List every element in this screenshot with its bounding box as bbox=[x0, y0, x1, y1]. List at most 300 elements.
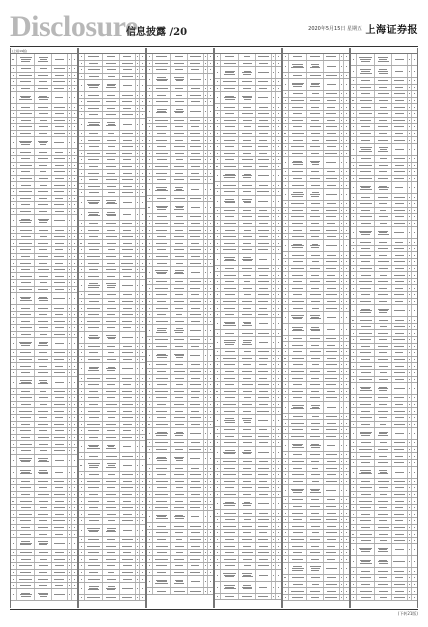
text-placeholder bbox=[225, 216, 234, 217]
table-cell bbox=[324, 118, 340, 124]
text-placeholder bbox=[258, 72, 269, 73]
table-cell bbox=[140, 99, 145, 105]
text-placeholder bbox=[258, 539, 268, 540]
text-placeholder bbox=[88, 287, 98, 288]
text-placeholder bbox=[223, 81, 236, 82]
text-placeholder bbox=[285, 445, 287, 446]
table-cell bbox=[208, 498, 213, 504]
table-cell bbox=[344, 382, 349, 388]
text-placeholder bbox=[190, 179, 200, 180]
text-placeholder bbox=[87, 481, 100, 482]
text-placeholder bbox=[106, 153, 116, 154]
table-cell bbox=[188, 465, 204, 471]
text-placeholder bbox=[225, 487, 234, 488]
text-placeholder bbox=[258, 452, 269, 453]
text-placeholder bbox=[341, 429, 342, 430]
text-placeholder bbox=[205, 516, 206, 517]
text-placeholder bbox=[149, 391, 150, 392]
text-placeholder bbox=[285, 75, 286, 76]
text-placeholder bbox=[13, 543, 14, 544]
text-placeholder bbox=[346, 146, 347, 147]
text-placeholder bbox=[69, 507, 70, 508]
text-placeholder bbox=[341, 539, 342, 540]
text-placeholder bbox=[74, 59, 75, 60]
table-row bbox=[283, 414, 349, 421]
text-placeholder bbox=[341, 391, 342, 392]
table-row bbox=[215, 208, 281, 215]
text-placeholder bbox=[341, 245, 342, 246]
text-placeholder bbox=[149, 355, 150, 356]
text-placeholder bbox=[346, 445, 347, 446]
newspaper-logo: 上海证券报 bbox=[365, 25, 418, 36]
text-placeholder bbox=[341, 113, 342, 114]
table-cell bbox=[153, 337, 171, 343]
text-placeholder bbox=[278, 201, 279, 202]
text-placeholder bbox=[21, 437, 30, 438]
table-cell bbox=[140, 260, 145, 266]
table-cell bbox=[35, 556, 52, 562]
text-placeholder bbox=[292, 247, 303, 248]
text-placeholder bbox=[259, 223, 268, 224]
table-cell bbox=[153, 389, 171, 395]
table-cell bbox=[35, 563, 52, 569]
text-placeholder bbox=[341, 546, 342, 547]
table-cell bbox=[52, 240, 68, 246]
table-cell bbox=[276, 375, 281, 381]
table-cell bbox=[52, 428, 68, 434]
text-placeholder bbox=[106, 531, 116, 532]
text-placeholder bbox=[149, 487, 150, 488]
text-placeholder bbox=[278, 411, 279, 412]
text-placeholder bbox=[243, 364, 251, 365]
table-cell bbox=[239, 104, 256, 110]
text-placeholder bbox=[155, 583, 168, 584]
table-cell bbox=[103, 267, 120, 273]
table-cell bbox=[153, 395, 171, 401]
text-placeholder bbox=[285, 84, 286, 85]
text-placeholder bbox=[142, 101, 143, 102]
text-placeholder bbox=[285, 384, 286, 385]
text-placeholder bbox=[174, 442, 183, 443]
text-placeholder bbox=[174, 591, 185, 592]
table-cell bbox=[344, 472, 349, 478]
text-placeholder bbox=[346, 526, 347, 527]
table-cell bbox=[103, 563, 120, 569]
text-placeholder bbox=[55, 165, 64, 166]
table-row bbox=[215, 349, 281, 356]
table-cell bbox=[52, 576, 68, 582]
text-placeholder bbox=[81, 494, 82, 495]
text-placeholder bbox=[224, 411, 235, 412]
table-cell bbox=[17, 350, 35, 356]
table-row bbox=[283, 54, 349, 61]
table-row bbox=[79, 332, 145, 344]
text-placeholder bbox=[346, 513, 347, 514]
table-row bbox=[79, 318, 145, 325]
table-cell bbox=[344, 517, 349, 523]
text-placeholder bbox=[38, 61, 48, 62]
text-placeholder bbox=[205, 339, 206, 340]
text-placeholder bbox=[291, 67, 304, 68]
table-cell bbox=[85, 563, 103, 569]
text-placeholder bbox=[81, 269, 82, 270]
text-placeholder bbox=[191, 321, 200, 322]
text-placeholder bbox=[217, 481, 219, 482]
text-placeholder bbox=[69, 81, 70, 82]
text-placeholder bbox=[54, 321, 65, 322]
table-row bbox=[283, 510, 349, 517]
table-cell bbox=[103, 556, 120, 562]
text-placeholder bbox=[156, 378, 168, 379]
text-placeholder bbox=[174, 371, 185, 372]
text-placeholder bbox=[81, 166, 82, 167]
table-cell bbox=[344, 227, 349, 233]
text-placeholder bbox=[13, 527, 14, 528]
text-placeholder bbox=[205, 494, 206, 495]
table-cell bbox=[344, 440, 349, 451]
table-row bbox=[79, 144, 145, 151]
text-placeholder bbox=[278, 468, 279, 469]
table-row bbox=[11, 576, 77, 583]
table-cell bbox=[171, 221, 188, 227]
table-cell bbox=[171, 570, 188, 576]
text-placeholder bbox=[89, 63, 98, 64]
text-placeholder bbox=[327, 474, 336, 475]
text-placeholder bbox=[311, 133, 320, 134]
table-cell bbox=[153, 254, 171, 260]
text-placeholder bbox=[55, 487, 63, 488]
text-placeholder bbox=[285, 513, 287, 514]
text-placeholder bbox=[74, 276, 75, 277]
text-placeholder bbox=[273, 503, 274, 504]
text-placeholder bbox=[278, 575, 279, 576]
table-cell bbox=[221, 79, 239, 85]
table-cell bbox=[324, 182, 340, 188]
table-cell bbox=[171, 86, 188, 92]
text-placeholder bbox=[142, 539, 143, 540]
table-cell bbox=[221, 86, 239, 92]
table-cell bbox=[188, 485, 204, 491]
table-cell bbox=[289, 556, 307, 562]
table-row bbox=[215, 517, 281, 524]
table-cell bbox=[221, 312, 239, 318]
text-placeholder bbox=[155, 339, 168, 340]
text-placeholder bbox=[155, 391, 168, 392]
text-placeholder bbox=[285, 490, 286, 491]
text-placeholder bbox=[225, 436, 234, 437]
text-placeholder bbox=[346, 506, 347, 507]
table-cell bbox=[85, 151, 103, 157]
text-placeholder bbox=[107, 552, 115, 553]
text-placeholder bbox=[74, 126, 75, 127]
text-placeholder bbox=[291, 436, 304, 437]
table-cell bbox=[188, 131, 204, 137]
text-placeholder bbox=[74, 514, 75, 515]
text-placeholder bbox=[285, 539, 286, 540]
text-placeholder bbox=[19, 243, 32, 244]
table-cell bbox=[17, 312, 35, 318]
table-cell bbox=[72, 240, 77, 246]
text-placeholder bbox=[149, 404, 150, 405]
table-cell bbox=[221, 299, 239, 305]
table-cell bbox=[72, 350, 77, 356]
text-placeholder bbox=[137, 114, 138, 115]
text-placeholder bbox=[39, 327, 48, 328]
table-cell bbox=[35, 538, 52, 549]
table-cell bbox=[85, 260, 103, 266]
text-placeholder bbox=[40, 596, 47, 597]
table-cell bbox=[208, 550, 213, 556]
text-placeholder bbox=[190, 526, 200, 527]
text-placeholder bbox=[106, 321, 116, 322]
table-cell bbox=[188, 67, 204, 73]
text-placeholder bbox=[12, 59, 14, 60]
text-placeholder bbox=[205, 391, 206, 392]
table-cell bbox=[276, 272, 281, 278]
table-cell bbox=[221, 517, 239, 523]
table-cell bbox=[307, 189, 324, 200]
text-placeholder bbox=[310, 454, 320, 455]
text-placeholder bbox=[210, 173, 211, 174]
text-placeholder bbox=[293, 552, 302, 553]
text-placeholder bbox=[223, 236, 236, 237]
table-cell bbox=[208, 67, 213, 73]
text-placeholder bbox=[341, 490, 342, 491]
text-placeholder bbox=[88, 359, 100, 360]
table-cell bbox=[103, 435, 120, 441]
table-cell bbox=[188, 247, 204, 253]
text-placeholder bbox=[243, 177, 251, 178]
table-cell bbox=[72, 131, 77, 137]
text-placeholder bbox=[108, 352, 115, 353]
text-placeholder bbox=[205, 442, 206, 443]
text-placeholder bbox=[137, 223, 138, 224]
text-placeholder bbox=[278, 532, 279, 533]
table-cell bbox=[103, 408, 120, 414]
text-placeholder bbox=[190, 198, 201, 199]
table-row bbox=[11, 293, 77, 305]
table-cell bbox=[324, 131, 340, 137]
table-cell bbox=[289, 324, 307, 335]
table-row bbox=[283, 550, 349, 557]
text-placeholder bbox=[285, 194, 286, 195]
table-cell bbox=[35, 505, 52, 511]
table-cell bbox=[103, 382, 120, 388]
table-cell bbox=[256, 349, 272, 355]
table-cell bbox=[188, 54, 204, 60]
text-placeholder bbox=[69, 397, 70, 398]
table-cell bbox=[221, 305, 239, 311]
table-cell bbox=[324, 137, 340, 143]
text-placeholder bbox=[217, 371, 218, 372]
text-placeholder bbox=[217, 364, 219, 365]
table-cell bbox=[52, 234, 68, 240]
table-cell bbox=[120, 460, 136, 471]
table-cell bbox=[256, 563, 272, 569]
text-placeholder bbox=[19, 191, 32, 192]
table-cell bbox=[140, 177, 145, 183]
text-placeholder bbox=[310, 216, 320, 217]
table-cell bbox=[153, 369, 171, 375]
text-placeholder bbox=[273, 81, 274, 82]
table-cell bbox=[140, 363, 145, 374]
table-cell bbox=[324, 221, 340, 227]
text-placeholder bbox=[123, 173, 131, 174]
text-placeholder bbox=[175, 294, 183, 295]
text-placeholder bbox=[285, 454, 286, 455]
text-placeholder bbox=[217, 230, 218, 231]
text-placeholder bbox=[142, 153, 143, 154]
table-row bbox=[11, 448, 77, 455]
text-placeholder bbox=[273, 166, 274, 167]
text-placeholder bbox=[13, 585, 15, 586]
table-cell bbox=[52, 332, 68, 338]
text-placeholder bbox=[243, 468, 250, 469]
text-placeholder bbox=[190, 249, 201, 250]
table-cell bbox=[344, 104, 349, 110]
table-cell bbox=[153, 137, 171, 143]
table-cell bbox=[153, 151, 171, 157]
table-row bbox=[79, 99, 145, 106]
text-placeholder bbox=[278, 288, 279, 289]
text-placeholder bbox=[106, 101, 116, 102]
text-placeholder bbox=[107, 359, 116, 360]
table-cell bbox=[140, 332, 145, 343]
text-placeholder bbox=[285, 223, 287, 224]
table-cell bbox=[221, 472, 239, 478]
text-placeholder bbox=[242, 249, 252, 250]
text-placeholder bbox=[156, 565, 167, 566]
text-placeholder bbox=[190, 552, 201, 553]
table-cell bbox=[140, 460, 145, 471]
table-cell bbox=[344, 362, 349, 368]
text-placeholder bbox=[225, 384, 234, 385]
text-placeholder bbox=[137, 243, 138, 244]
table-cell bbox=[35, 163, 52, 169]
table-cell bbox=[276, 543, 281, 549]
text-placeholder bbox=[225, 99, 235, 100]
text-placeholder bbox=[217, 113, 218, 114]
table-cell bbox=[120, 184, 136, 190]
table-cell bbox=[239, 54, 256, 60]
text-placeholder bbox=[69, 113, 70, 114]
text-placeholder bbox=[108, 301, 115, 302]
text-placeholder bbox=[191, 223, 200, 224]
table-cell bbox=[72, 247, 77, 253]
table-cell bbox=[307, 91, 324, 97]
table-cell bbox=[221, 408, 239, 414]
text-placeholder bbox=[108, 133, 115, 134]
text-placeholder bbox=[273, 404, 274, 405]
text-placeholder bbox=[38, 372, 48, 373]
text-placeholder bbox=[273, 384, 274, 385]
text-placeholder bbox=[258, 596, 268, 597]
table-cell bbox=[17, 215, 35, 226]
table-row bbox=[215, 550, 281, 557]
text-placeholder bbox=[311, 474, 320, 475]
text-placeholder bbox=[243, 107, 251, 108]
text-placeholder bbox=[38, 158, 48, 159]
table-row bbox=[147, 292, 213, 299]
table-cell bbox=[208, 86, 213, 92]
table-cell bbox=[103, 375, 120, 381]
table-row bbox=[283, 98, 349, 105]
table-cell bbox=[256, 369, 272, 375]
table-cell bbox=[171, 177, 188, 183]
text-placeholder bbox=[20, 487, 31, 488]
table-cell bbox=[276, 266, 281, 272]
table-cell bbox=[52, 531, 68, 537]
text-placeholder bbox=[175, 411, 183, 412]
table-cell bbox=[208, 375, 213, 381]
table-cell bbox=[256, 305, 272, 311]
table-cell bbox=[140, 227, 145, 233]
table-cell bbox=[188, 170, 204, 176]
table-cell bbox=[17, 240, 35, 246]
text-placeholder bbox=[341, 162, 342, 163]
text-placeholder bbox=[19, 75, 32, 76]
table-row bbox=[147, 312, 213, 319]
table-cell bbox=[324, 497, 340, 503]
table-row bbox=[11, 377, 77, 389]
table-cell bbox=[85, 54, 103, 60]
text-placeholder bbox=[327, 203, 336, 204]
table-cell bbox=[171, 408, 188, 414]
text-placeholder bbox=[258, 333, 269, 334]
table-row bbox=[147, 428, 213, 440]
table-cell bbox=[52, 485, 68, 491]
table-row bbox=[79, 570, 145, 577]
table-cell bbox=[344, 530, 349, 536]
text-placeholder bbox=[273, 210, 274, 211]
table-cell bbox=[276, 382, 281, 388]
table-row bbox=[147, 177, 213, 184]
text-placeholder bbox=[346, 171, 347, 172]
text-placeholder bbox=[21, 596, 31, 597]
text-placeholder bbox=[39, 113, 48, 114]
table-cell bbox=[171, 362, 188, 368]
text-placeholder bbox=[69, 494, 70, 495]
table-row bbox=[283, 497, 349, 504]
text-placeholder bbox=[142, 546, 143, 547]
text-placeholder bbox=[137, 166, 138, 167]
text-placeholder bbox=[89, 559, 98, 560]
text-placeholder bbox=[285, 281, 286, 282]
text-placeholder bbox=[88, 276, 99, 277]
text-placeholder bbox=[81, 159, 83, 160]
table-row bbox=[79, 415, 145, 422]
text-placeholder bbox=[205, 263, 206, 264]
text-placeholder bbox=[293, 397, 302, 398]
table-row bbox=[147, 227, 213, 234]
text-placeholder bbox=[54, 142, 64, 143]
table-row bbox=[79, 576, 145, 583]
text-placeholder bbox=[243, 223, 252, 224]
table-cell bbox=[17, 363, 35, 369]
text-placeholder bbox=[89, 76, 99, 77]
text-placeholder bbox=[205, 501, 206, 502]
text-placeholder bbox=[55, 397, 64, 398]
text-placeholder bbox=[292, 153, 303, 154]
text-placeholder bbox=[40, 334, 47, 335]
table-cell bbox=[188, 312, 204, 318]
table-cell bbox=[140, 144, 145, 150]
text-placeholder bbox=[243, 481, 251, 482]
text-placeholder bbox=[285, 474, 286, 475]
table-cell bbox=[221, 157, 239, 163]
text-placeholder bbox=[149, 397, 151, 398]
text-placeholder bbox=[74, 81, 75, 82]
